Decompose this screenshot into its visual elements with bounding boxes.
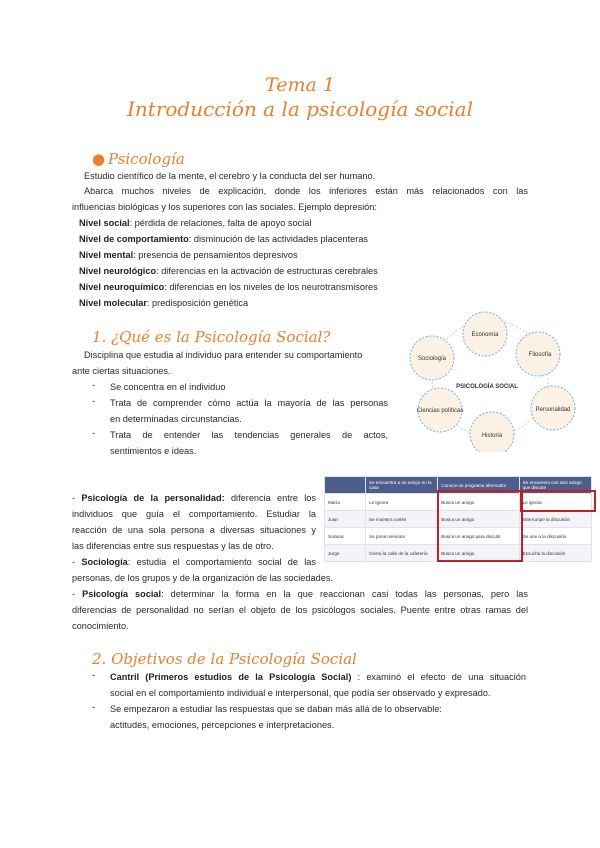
table-header-cell: Se encuentra a un amigo en la casa	[366, 477, 438, 494]
table-cell: Le ignora	[519, 494, 591, 511]
table-cell: Busca un amigo	[438, 494, 519, 511]
sec1-bullet-2b: en determinadas circunstancias.	[110, 414, 242, 424]
diagram-center-label: PSICOLOGÍA SOCIAL	[456, 384, 518, 390]
psicologia-social-line-3: conocimiento.	[72, 621, 129, 631]
psychology-social-diagram	[398, 302, 588, 452]
psicologia-definition: Estudio científico de la mente, el cerebro y la conducta del ser humano.	[84, 171, 376, 181]
sociologia-line-2: personas, de los grupos y de la organización de las sociedades.	[72, 573, 333, 583]
table-cell: Le ignora	[366, 494, 438, 511]
page-title: Tema 1	[265, 74, 335, 96]
table-header-cell: Se encuentra con otro amigo que discute	[519, 477, 591, 494]
table-header-cell	[325, 477, 366, 494]
cantril-line-2: social en el comportamiento individual e interpersonal, que podía ser observado y expresado.	[110, 688, 491, 698]
node-historia	[470, 412, 514, 452]
section-heading-psicologia: Psicología	[108, 150, 185, 168]
table-cell: Cierra la calle de la cafetería	[366, 545, 438, 562]
sec1-bullet-3a: Trata de entender las tendencias generales de actos,	[110, 430, 388, 440]
behaviour-table-wrapper	[324, 476, 592, 562]
table-cell: María	[325, 494, 366, 511]
level-social: Nivel social: pérdida de relaciones, falta de apoyo social	[79, 218, 312, 228]
sec1-bullet-2a: Trata de comprender cómo actúa la mayoría de las personas	[110, 398, 388, 408]
sociologia-line-1: - Sociología: estudia el comportamiento social de las	[72, 557, 316, 567]
dash-icon: -	[92, 670, 96, 680]
sec1-bullet-1: Se concentra en el individuo	[110, 382, 226, 392]
level-comportamiento: Nivel de comportamiento: disminución de las actividades placenteras	[79, 234, 369, 244]
cantril-line-1: Cantril (Primeros estudios de la Psicología Social) : examinó el efecto de una situación	[110, 672, 527, 682]
dash-icon: -	[92, 396, 96, 406]
sec1-def-2: ante ciertas situaciones.	[72, 366, 171, 376]
level-molecular: Nivel molecular: predisposición genética	[79, 298, 249, 308]
page-subtitle: Introducción a la psicología social	[127, 97, 473, 121]
section-heading-1: 1. ¿Qué es la Psicología Social?	[92, 328, 331, 346]
table-cell: Se pone nerviosa	[366, 528, 438, 545]
highlight-box-column	[437, 490, 523, 562]
sec1-def-1: Disciplina que estudia al individuo para entender su comportamiento	[84, 350, 363, 360]
table-cell: Busca un amigo para discutir	[438, 528, 519, 545]
diagram-node-label: Ciencias políticas	[416, 408, 464, 414]
psicologia-social-line-1: - Psicología social: determinar la forma en la que reaccionan casi todas las personas, pero las	[72, 589, 528, 599]
dash-icon: -	[92, 428, 96, 438]
table-cell: Juan	[325, 511, 366, 528]
objetivos-line-2: actitudes, emociones, percepciones e interpretaciones.	[110, 720, 335, 730]
diagram-node-label: Sociología	[417, 356, 447, 362]
bullet-icon: ●	[92, 150, 106, 168]
personalidad-line-4: las diferencias entre sus respuestas y las de otro.	[72, 541, 274, 551]
diagram-node-label: Filosofía	[528, 352, 552, 358]
objetivos-line-1: Se empezaron a estudiar las respuestas que se daban más allá de lo observable:	[110, 704, 442, 714]
highlight-box-row	[520, 490, 596, 512]
dash-icon: -	[92, 380, 96, 390]
table-cell: Busca un amigo	[438, 545, 519, 562]
table-header-cell: Conoce un programa alternador	[438, 477, 519, 494]
table-cell: Jorge	[325, 545, 366, 562]
section-heading-2: 2. Objetivos de la Psicología Social	[92, 650, 357, 668]
diagram-node-label: Personalidad	[535, 407, 571, 413]
level-neurologico: Nivel neurológico: diferencias en la activación de estructuras cerebrales	[79, 266, 378, 276]
table-cell: Escucha la discusión	[519, 545, 591, 562]
personalidad-line-3: reacción de una sola persona a diversas situaciones y	[72, 525, 316, 535]
dash-icon: -	[92, 702, 96, 712]
level-neuroquimico: Nivel neuroquímico: diferencias en los niveles de los neurotransmisores	[79, 282, 378, 292]
table-cell: Se muestra cortés	[366, 511, 438, 528]
sec1-bullet-3b: sentimientos e ideas.	[110, 446, 197, 456]
personalidad-line-1: - Psicología de la personalidad: diferencia entre los	[72, 493, 316, 503]
table-cell: Interrumpe la discusión	[519, 511, 591, 528]
table-cell: Busca un amigo	[438, 511, 519, 528]
diagram-node-label: Economía	[471, 332, 499, 338]
table-cell: Susana	[325, 528, 366, 545]
diagram-node-label: Historia	[481, 433, 503, 439]
level-mental: Nivel mental: presencia de pensamientos depresivos	[79, 250, 298, 260]
table-cell: Se une a la discusión	[519, 528, 591, 545]
psicologia-social-line-2: diferencias de personalidad no serían el objeto de los psicólogos sociales. Puente entre otras ramas del	[72, 605, 528, 615]
psicologia-intro-1: Abarca muchos niveles de explicación, donde los inferiores están más relacionados con las	[84, 186, 528, 196]
personalidad-line-2: individuos que guía el comportamiento. Estudiar la	[72, 509, 316, 519]
psicologia-intro-2: influencias biológicas y los superiores con las sociales. Ejemplo depresión:	[72, 202, 377, 212]
